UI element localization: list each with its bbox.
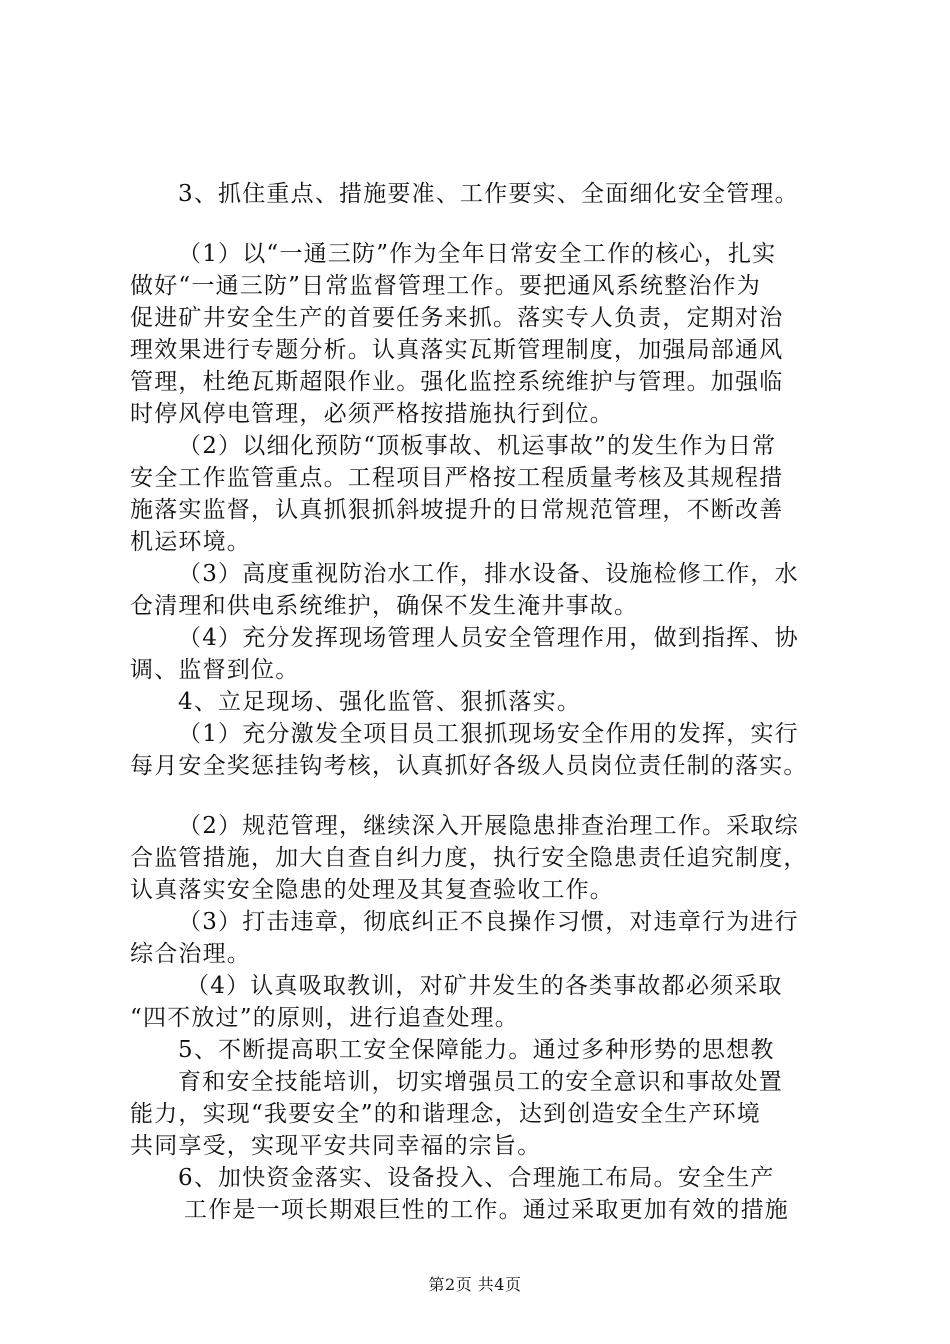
text-line: （3）打击违章，彻底纠正不良操作习惯，对违章行为进行 xyxy=(178,909,799,935)
text-line: 育和安全技能培训，切实增强员工的安全意识和事故处置 xyxy=(178,1069,783,1095)
text-line: （2）规范管理，继续深入开展隐患排查治理工作。采取综 xyxy=(178,813,799,839)
text-line: “四不放过”的原则，进行追查处理。 xyxy=(130,1005,519,1031)
text-line: 仓清理和供电系统维护，确保不发生淹井事故。 xyxy=(130,593,639,619)
text-line: 做好“一通三防”日常监督管理工作。要把通风系统整治作为 xyxy=(130,273,761,299)
text-line: 理效果进行专题分析。认真落实瓦斯管理制度，加强局部通风 xyxy=(130,337,784,363)
text-line: 工作是一项长期艰巨性的工作。通过采取更加有效的措施 xyxy=(184,1197,789,1223)
text-line: （4）认真吸取教训，对矿井发生的各类事故都必须采取 xyxy=(186,973,783,999)
text-line: 每月安全奖惩挂钩考核，认真抓好各级人员岗位责任制的落实。 xyxy=(130,753,808,779)
text-line: 能力，实现“我要安全”的和谐理念，达到创造安全生产环境 xyxy=(130,1101,761,1127)
text-line: 6、加快资金落实、设备投入、合理施工布局。安全生产 xyxy=(178,1165,775,1191)
text-line: （1）以“一通三防”作为全年日常安全工作的核心，扎实 xyxy=(178,241,777,267)
text-line: 共同享受，实现平安共同幸福的宗旨。 xyxy=(130,1133,542,1159)
text-line: 管理，杜绝瓦斯超限作业。强化监控系统维护与管理。加强临 xyxy=(130,369,784,395)
text-line: 5、不断提高职工安全保障能力。通过多种形势的思想教 xyxy=(178,1037,775,1063)
text-line: （1）充分激发全项目员工狠抓现场安全作用的发挥，实行 xyxy=(178,721,799,747)
text-line: 综合治理。 xyxy=(130,941,251,967)
text-line: 机运环境。 xyxy=(130,529,251,555)
text-line: （4）充分发挥现场管理人员安全管理作用，做到指挥、协 xyxy=(178,625,799,651)
text-line: 认真落实安全隐患的处理及其复查验收工作。 xyxy=(130,877,614,903)
text-line: 时停风停电管理，必须严格按措施执行到位。 xyxy=(130,401,614,427)
text-line: 调、监督到位。 xyxy=(130,657,300,683)
text-line: 促进矿井安全生产的首要任务来抓。落实专人负责，定期对治 xyxy=(130,305,784,331)
text-line: 安全工作监管重点。工程项目严格按工程质量考核及其规程措 xyxy=(130,465,784,491)
text-line: 3、抓住重点、措施要准、工作要实、全面细化安全管理。 xyxy=(178,181,799,207)
text-line: 施落实监督，认真抓狠抓斜坡提升的日常规范管理，不断改善 xyxy=(130,497,784,523)
text-line: （2）以细化预防“顶板事故、机运事故”的发生作为日常 xyxy=(178,433,777,459)
text-line: 4、立足现场、强化监管、狠抓落实。 xyxy=(178,689,582,715)
page-number: 第2页 共4页 xyxy=(428,1275,522,1294)
text-line: （3）高度重视防治水工作，排水设备、设施检修工作，水 xyxy=(178,561,799,587)
text-line: 合监管措施，加大自查自纠力度，执行安全隐患责任追究制度， xyxy=(130,845,808,871)
